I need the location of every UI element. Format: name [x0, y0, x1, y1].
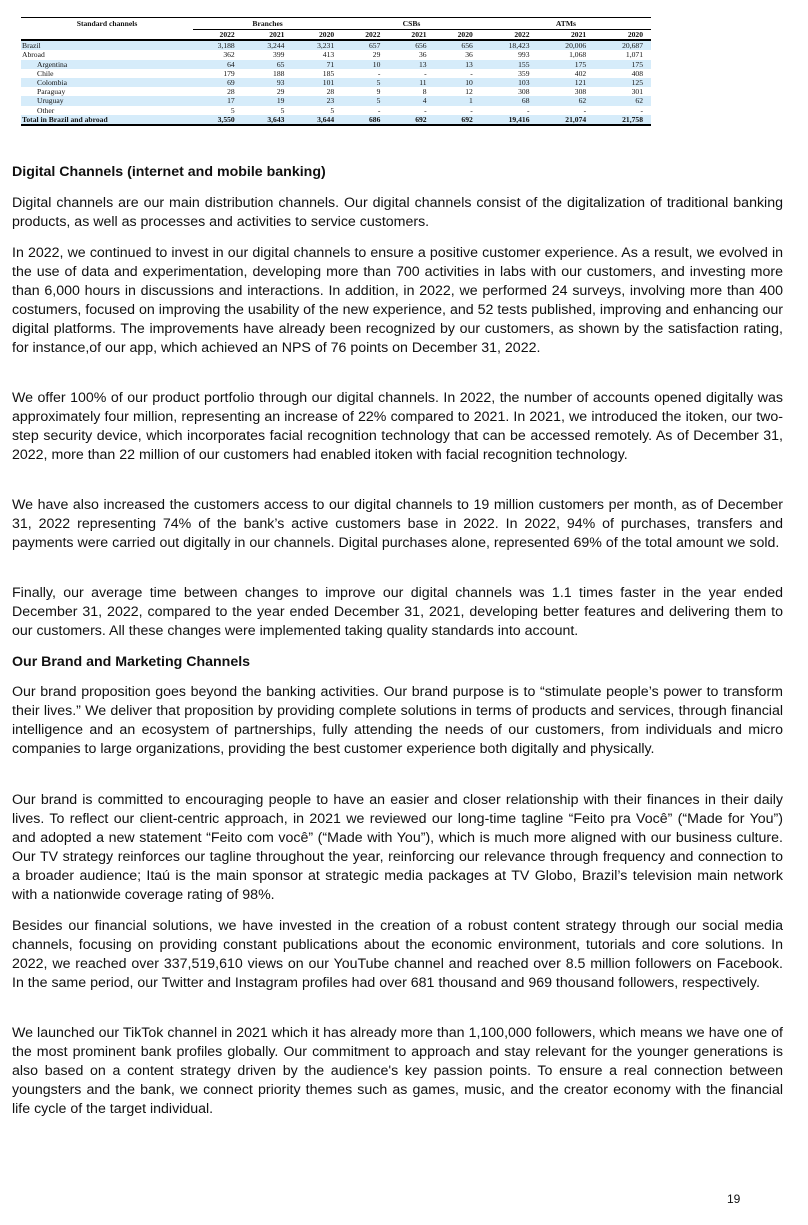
cell: 13	[388, 60, 434, 69]
table-row-brazil	[21, 40, 651, 50]
paragraph: We launched our TikTok channel in 2021 which it has already more than 1,100,000 followers, which means we have one of the most prominent bank profiles globally. Our commitment to approach and stay relevant for the younger generations is also based on a content strategy driven by the audience's key passion points. To ensure a real connection between youngsters and the bank, we connect priority themes such as games, music, and the creator economy with the financial life cycle of the target individual.	[12, 1025, 783, 1117]
cell: 656	[388, 40, 434, 50]
cell: 1,071	[625, 50, 643, 60]
cell: 13	[435, 60, 481, 69]
cell: 11	[388, 78, 434, 87]
cell: 301	[631, 87, 643, 97]
cell: 1,068	[569, 50, 587, 60]
cell: 62	[538, 96, 595, 105]
year-header: 2021	[388, 30, 434, 41]
year-header: 2020	[594, 30, 651, 41]
cell: 18,423	[481, 40, 538, 50]
row-label: Paraguay	[37, 87, 66, 97]
cell: 3,188	[193, 40, 243, 50]
cell: 21,074	[538, 115, 595, 125]
table-row-colombia	[21, 78, 651, 87]
cell: 103	[481, 78, 538, 87]
year-header: 2022	[481, 30, 538, 41]
section-heading-brand-marketing: Our Brand and Marketing Channels	[12, 654, 251, 670]
table-row-paraguay	[21, 87, 651, 96]
cell: -	[377, 105, 381, 115]
group-header-csbs: CSBs	[342, 18, 481, 30]
table-group-header-row	[21, 18, 651, 30]
cell: 101	[292, 78, 342, 87]
cell: -	[470, 68, 473, 78]
cell: 121	[538, 78, 595, 87]
cell: 408	[631, 68, 643, 78]
cell: 3,550	[193, 115, 243, 125]
row-label: Chile	[37, 68, 54, 78]
table-row-uruguay	[21, 96, 651, 105]
cell: 3,244	[243, 40, 293, 50]
row-label: Uruguay	[21, 96, 193, 105]
cell: 36	[419, 50, 427, 60]
year-header: 2022	[342, 30, 388, 41]
cell: 308	[518, 87, 530, 97]
standard-channels-table	[21, 17, 651, 126]
cell: 19,416	[481, 115, 538, 125]
cell: -	[424, 68, 427, 78]
cell: 68	[481, 96, 538, 105]
cell: 5	[280, 105, 285, 115]
year-header: 2022	[193, 30, 243, 41]
cell: 28	[227, 87, 235, 97]
table-row-abroad	[21, 50, 651, 59]
cell: 993	[518, 50, 530, 60]
row-label: Argentina	[21, 60, 193, 69]
cell: -	[470, 105, 473, 115]
paragraph: Besides our financial solutions, we have invested in the creation of a robust content strategy through our social media channels, focusing on providing constant publications about the economic environment, tutorials and core solutions. In 2022, we reached over 337,519,610 views on our YouTube channel and reached over 8.5 million followers on Facebook. In the same period, our Twitter and Instagram profiles had over 681 thousand and 969 thousand followers, respectively.	[12, 918, 783, 991]
table-row-total	[21, 115, 651, 125]
table-header-label: Standard channels	[21, 18, 193, 30]
cell: 4	[388, 96, 434, 105]
cell: 185	[322, 68, 335, 78]
table-row-chile	[21, 69, 651, 78]
cell: 10	[342, 60, 388, 69]
table-row-argentina	[21, 60, 651, 69]
group-header-branches: Branches	[193, 18, 342, 30]
paragraph: Our brand is committed to encouraging people to have an easier and closer relationship with their finances in their daily lives. To reflect our client-centric approach, in 2021 we reviewed our long-time tagline “Feito pra Você” (“Made for You”) and adopted a new statement “Feito com você” (“Made with You”), which is much more aligned with our business culture. Our TV strategy reinforces our tagline throughout the year, reinforcing our relevance through frequency and connection to a broader audience; Itaú is the main sponsor at strategic media packages at TV Globo, Brazil’s television main network with a nationwide coverage rating of 98%.	[12, 792, 783, 903]
cell: 64	[193, 60, 243, 69]
cell: -	[424, 105, 427, 115]
cell: 656	[435, 40, 481, 50]
row-label: Brazil	[21, 40, 193, 50]
paragraph: Finally, our average time between changes to improve our digital channels was 1.1 times faster in the year ended December 31, 2022, compared to the year ended December 31, 2021, developing better features and delivering them to our customers. All these changes were implemented taking quality standards into account.	[12, 585, 783, 639]
cell: 19	[243, 96, 293, 105]
cell: 1	[435, 96, 481, 105]
cell: 402	[574, 68, 587, 78]
cell: 308	[574, 87, 587, 97]
cell: 28	[326, 87, 335, 97]
cell: 9	[376, 87, 381, 97]
cell: 5	[342, 78, 388, 87]
cell: 36	[465, 50, 473, 60]
row-label: Colombia	[21, 78, 193, 87]
cell: -	[526, 105, 530, 115]
row-label: Other	[37, 105, 55, 115]
cell: 10	[435, 78, 481, 87]
cell: 20,006	[538, 40, 595, 50]
cell: 692	[435, 115, 481, 125]
paragraph: Our brand proposition goes beyond the banking activities. Our brand purpose is to “stimulate people’s power to transform their lives.” We deliver that proposition by providing complete solutions in terms of products and services, through financial intelligence and an ecosystem of partnerships, fully attending the needs of our customers, from individuals and micro companies to large organizations, providing the best customer experience both digitally and physically.	[12, 684, 783, 757]
standard-channels-table-container	[21, 17, 651, 126]
cell: 155	[481, 60, 538, 69]
table-row-other	[21, 106, 651, 115]
cell: 686	[342, 115, 388, 125]
page-number: 19	[727, 1192, 741, 1206]
cell: -	[377, 68, 381, 78]
cell: 5	[230, 105, 235, 115]
group-header-atms: ATMs	[481, 18, 651, 30]
paragraph: In 2022, we continued to invest in our digital channels to ensure a positive customer experience. As a result, we evolved in the use of data and experimentation, developing more than 700 activities in labs with our customers, and investing more than 6,000 hours in discussions and interactions. In addition, in 2022, we performed 24 surveys, involving more than 400 costumers, focused on improving the usability of the new experience, and 52 tests published, improving and enhancing our digital platforms. The improvements have already been recognized by our customers, as shown by the satisfaction rating, for instance,of our app, which achieved an NPS of 76 points on December 31, 2022.	[12, 245, 783, 356]
cell: 657	[342, 40, 388, 50]
cell: 17	[193, 96, 243, 105]
cell: 692	[388, 115, 434, 125]
cell: 23	[292, 96, 342, 105]
cell: 125	[594, 78, 651, 87]
cell: 188	[273, 68, 285, 78]
paragraph: We have also increased the customers access to our digital channels to 19 million customers per month, as of December 31, 2022 representing 74% of the bank’s active customers base in 2022. In 2022, 94% of purchases, transfers and payments were carried out digitally in our channels. Digital purchases alone, represented 69% of the total amount we sold.	[12, 497, 783, 551]
cell: 93	[243, 78, 293, 87]
cell: -	[583, 105, 587, 115]
cell: 179	[223, 68, 235, 78]
cell: 29	[276, 87, 285, 97]
cell: 20,687	[594, 40, 651, 50]
cell: 21,758	[594, 115, 651, 125]
paragraph: Digital channels are our main distribution channels. Our digital channels consist of the digitalization of traditional banking products, as well as processes and activities to service customers.	[12, 195, 783, 230]
cell: 413	[322, 50, 335, 60]
cell: 62	[594, 96, 651, 105]
cell: 3,643	[243, 115, 293, 125]
cell: 175	[538, 60, 595, 69]
cell: 359	[518, 68, 530, 78]
year-header: 2021	[243, 30, 293, 41]
row-label: Abroad	[22, 50, 45, 60]
cell: 12	[465, 87, 473, 97]
cell: 29	[372, 50, 381, 60]
paragraph: We offer 100% of our product portfolio through our digital channels. In 2022, the number of accounts opened digitally was approximately four million, representing an increase of 22% compared to 2021. In 2021, we introduced the itoken, our two-step security device, which incorporates facial recognition technology that can be accessed remotely. As of December 31, 2022, more than 22 million of our customers had enabled itoken with facial recognition technology.	[12, 390, 783, 463]
year-header: 2020	[435, 30, 481, 41]
year-header: 2021	[538, 30, 595, 41]
row-label: Total in Brazil and abroad	[21, 115, 193, 125]
cell: 3,644	[292, 115, 342, 125]
cell: -	[640, 105, 643, 115]
year-header-blank	[21, 30, 193, 41]
cell: 5	[342, 96, 388, 105]
section-heading-digital-channels: Digital Channels (internet and mobile banking)	[12, 164, 326, 180]
year-header: 2020	[292, 30, 342, 41]
cell: 175	[594, 60, 651, 69]
cell: 5	[330, 105, 335, 115]
cell: 399	[273, 50, 285, 60]
cell: 69	[193, 78, 243, 87]
cell: 362	[223, 50, 235, 60]
cell: 8	[422, 87, 427, 97]
cell: 3,231	[292, 40, 342, 50]
table-year-header-row	[21, 30, 651, 41]
cell: 71	[292, 60, 342, 69]
cell: 65	[243, 60, 293, 69]
